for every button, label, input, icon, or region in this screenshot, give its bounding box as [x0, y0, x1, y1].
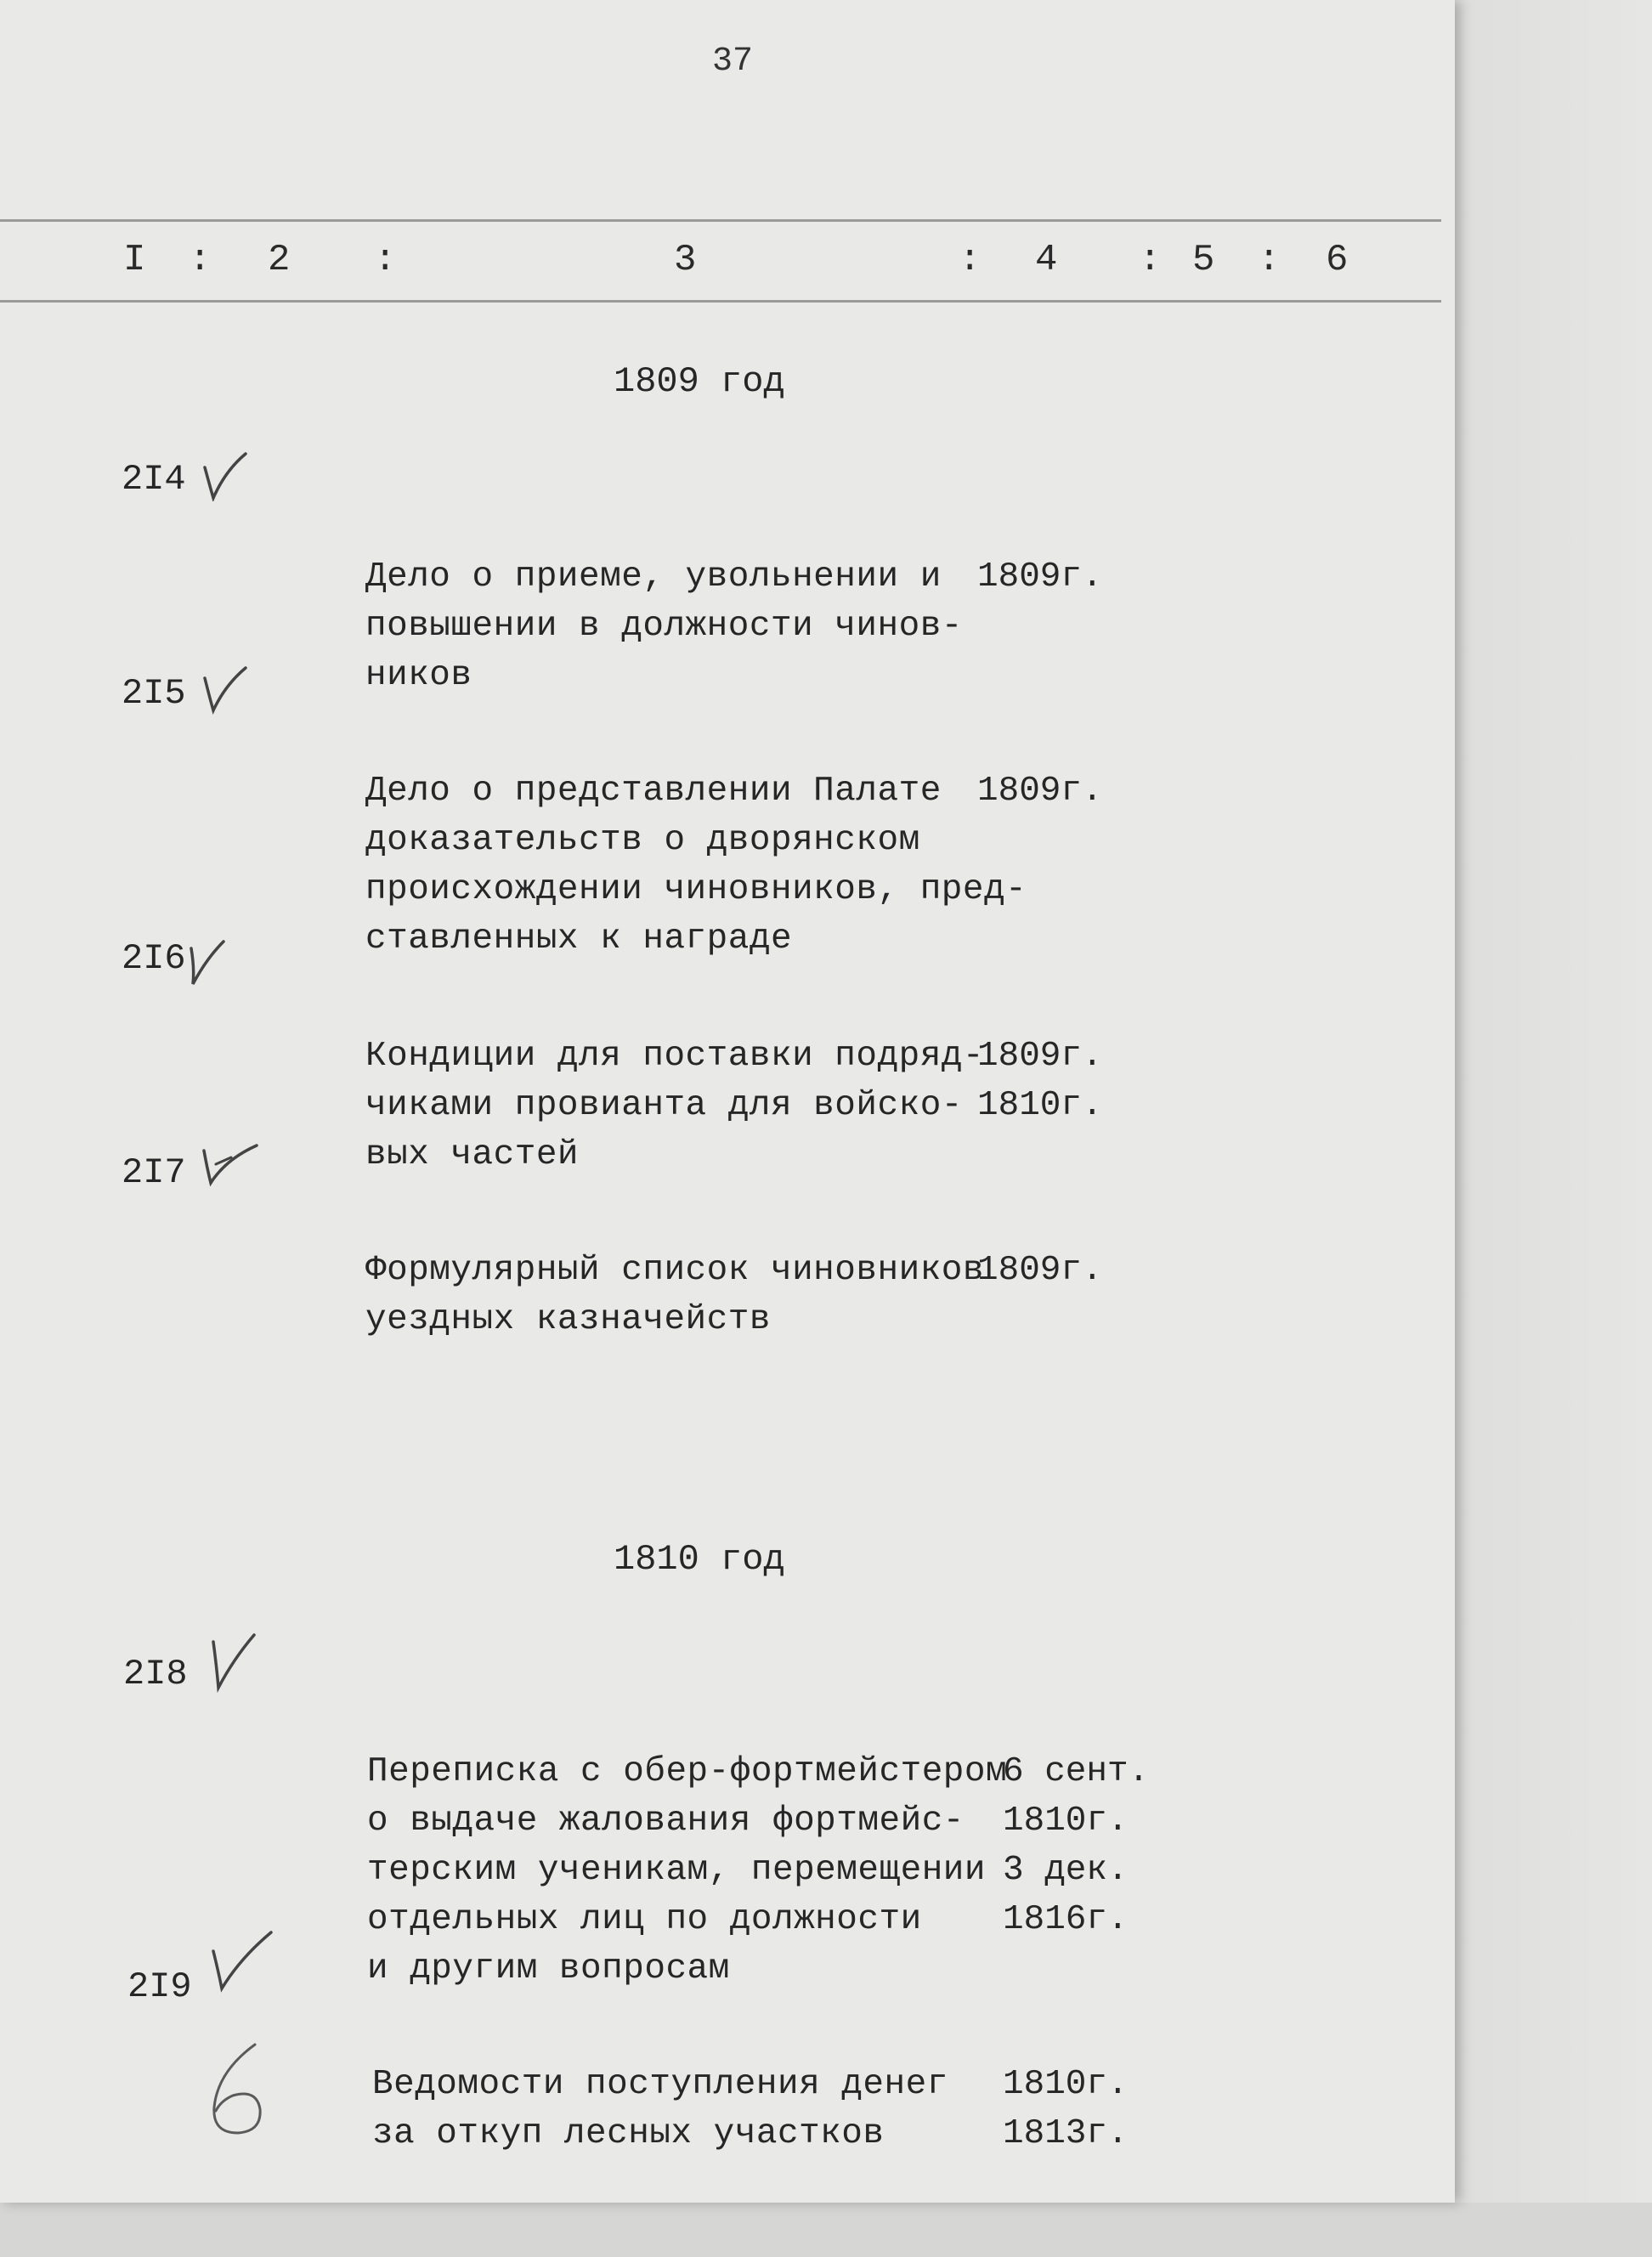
column-separator: :	[374, 239, 397, 281]
column-header-6: 6	[1326, 239, 1349, 281]
check-mark-icon	[183, 930, 234, 989]
column-header-5: 5	[1192, 239, 1215, 281]
column-separator: :	[1258, 239, 1281, 281]
check-mark-icon	[208, 1927, 276, 1994]
column-separator: :	[959, 239, 982, 281]
check-mark-icon	[200, 663, 251, 716]
entry-dates: 1809г.	[977, 1251, 1103, 1290]
entry-number: 2I9	[127, 1966, 192, 2007]
year-heading-1809: 1809 год	[614, 361, 785, 402]
entry-title: Формулярный список чиновников уездных казначейств	[365, 1251, 985, 1339]
entry-title: Ведомости поступления денег за откуп лесных участков	[372, 2065, 948, 2153]
entry-title: Переписка с обер-фортмейстером о выдаче жалования фортмейс- терским ученикам, перемещении отдельных лиц по должности и другим вопросам	[367, 1752, 1008, 1988]
entry-dates: 1809г. 1810г.	[977, 1037, 1103, 1125]
entry-dates: 1809г.	[977, 772, 1103, 811]
column-header-2: 2	[268, 239, 291, 281]
column-separator: :	[189, 239, 212, 281]
column-header-row	[0, 219, 1441, 303]
entry-number: 2I8	[123, 1654, 188, 1694]
check-mark-icon	[200, 449, 251, 501]
entry-dates: 1810г. 1813г.	[1003, 2065, 1129, 2153]
entry-dates: 6 сент. 1810г. 3 дек. 1816г.	[1003, 1752, 1150, 1939]
check-mark-icon	[197, 1139, 265, 1190]
column-header-4: 4	[1035, 239, 1058, 281]
entry-number: 2I7	[122, 1152, 186, 1193]
column-separator: :	[1139, 239, 1162, 281]
entry-title: Дело о представлении Палате доказательств о дворянском происхождении чиновников, пред- ставленных к награде	[365, 772, 1027, 959]
column-header-1: I	[123, 239, 146, 281]
entry-number: 2I4	[122, 459, 186, 500]
entry-title: Кондиции для поставки подряд- чиками провианта для войско- вых частей	[365, 1037, 985, 1174]
entry-title: Дело о приеме, увольнении и повышении в должности чинов- ников	[365, 557, 963, 695]
year-heading-1810: 1810 год	[614, 1539, 785, 1580]
page-number: 37	[712, 42, 754, 81]
entry-dates: 1809г.	[977, 557, 1103, 597]
entry-number: 2I5	[122, 673, 186, 714]
entry-number: 2I6	[122, 938, 186, 979]
column-header-3: 3	[674, 239, 697, 281]
handwritten-six	[202, 2038, 279, 2140]
check-mark-icon	[208, 1630, 259, 1696]
